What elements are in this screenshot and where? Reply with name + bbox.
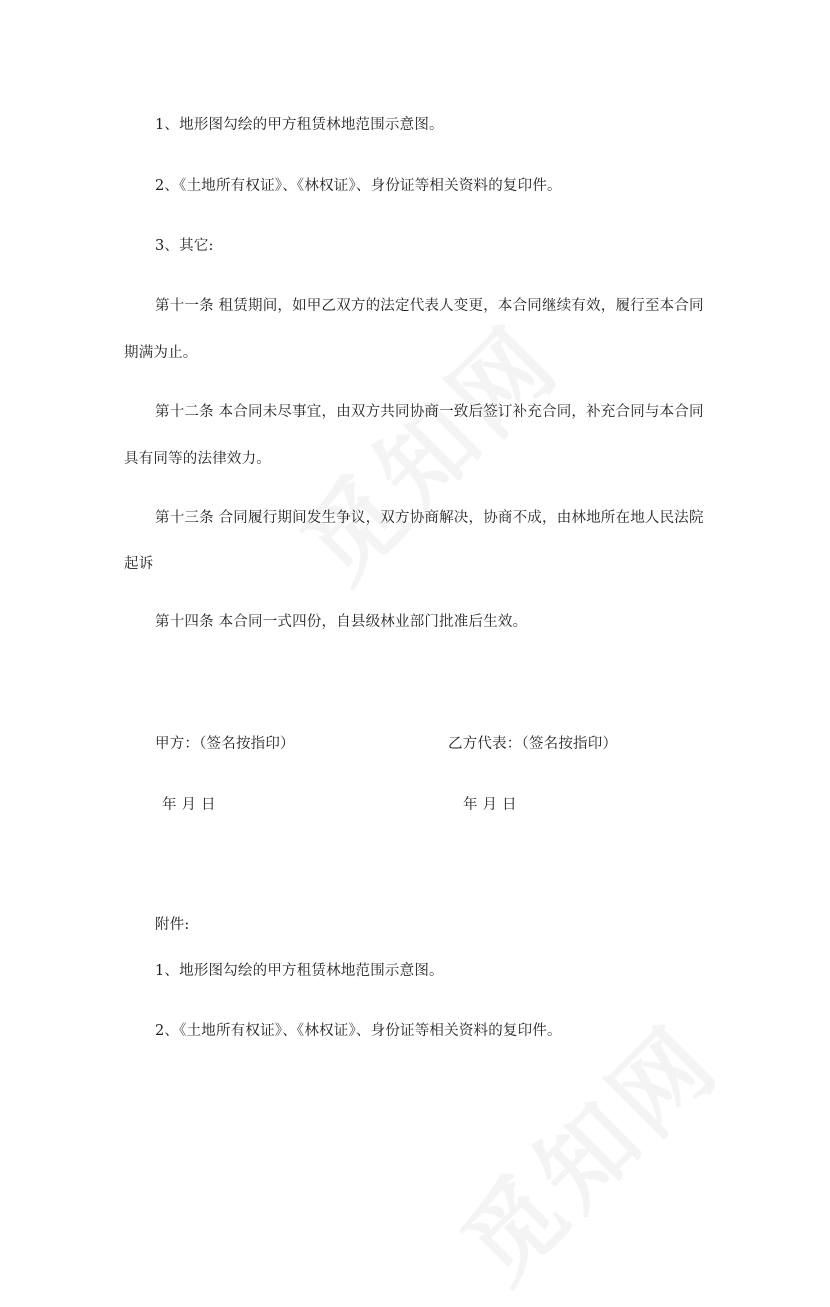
party-a-signature: 甲方：（签名按指印） [155, 736, 295, 752]
party-b-date: 年 月 日 [463, 797, 517, 813]
article-13-line-2: 起诉 [124, 556, 154, 572]
list-item: 1、地形图勾绘的甲方租赁林地范围示意图。 [155, 117, 444, 133]
party-b-signature: 乙方代表：（签名按指印） [448, 736, 618, 752]
attachments-heading: 附件: [155, 917, 190, 933]
list-item: 2、《土地所有权证》、《林权证》、身份证等相关资料的复印件。 [155, 1023, 562, 1039]
article-12-line-2: 具有同等的法律效力。 [124, 451, 271, 467]
list-item: 2、《土地所有权证》、《林权证》、身份证等相关资料的复印件。 [155, 178, 562, 194]
article-11-line-1: 第十一条 租赁期间，如甲乙双方的法定代表人变更，本合同继续有效，履行至本合同 [155, 298, 704, 314]
article-14: 第十四条 本合同一式四份，自县级林业部门批准后生效。 [155, 614, 528, 630]
list-item: 3、其它: [155, 238, 214, 254]
party-a-date: 年 月 日 [162, 797, 216, 813]
article-13-line-1: 第十三条 合同履行期间发生争议，双方协商解决，协商不成，由林地所在地人民法院 [155, 510, 704, 526]
list-item: 1、地形图勾绘的甲方租赁林地范围示意图。 [155, 963, 444, 979]
article-11-line-2: 期满为止。 [124, 345, 198, 361]
watermark-logo [267, 290, 584, 607]
article-12-line-1: 第十二条 本合同未尽事宜，由双方共同协商一致后签订补充合同，补充合同与本合同 [155, 404, 704, 420]
